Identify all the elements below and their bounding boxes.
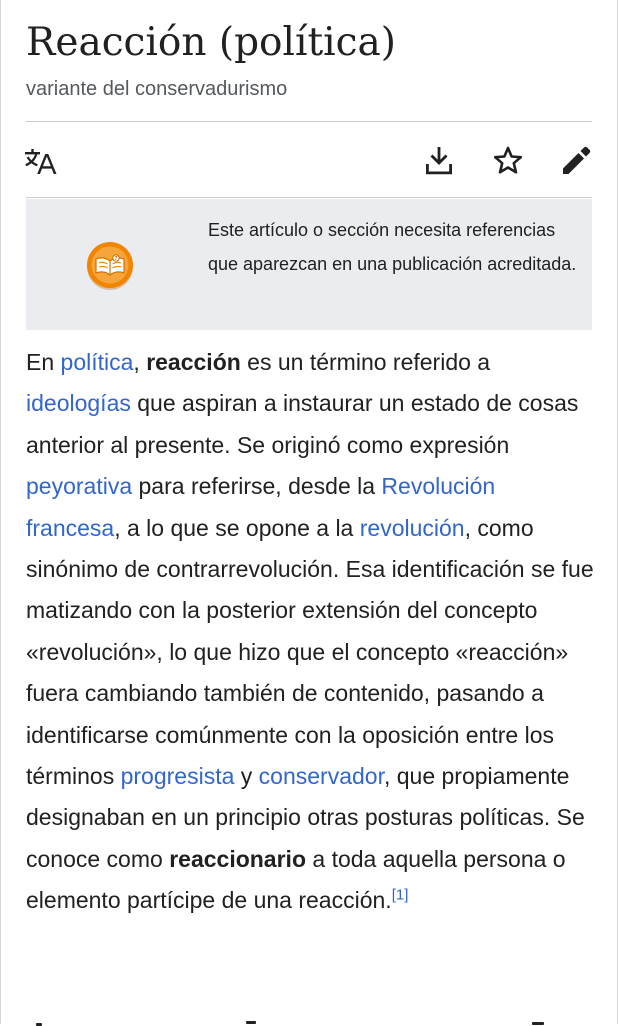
paragraph-text: es un término referido a bbox=[240, 349, 491, 375]
reference-link-1[interactable]: [1] bbox=[391, 886, 409, 904]
book-icon bbox=[84, 239, 136, 291]
references-notice bbox=[26, 199, 592, 330]
bold-reaccion: reacción bbox=[146, 349, 241, 375]
link-conservador[interactable]: conservador bbox=[258, 763, 384, 790]
paragraph-text: , que propiamente designaban en un principio otras posturas políticas. Se conoce como bbox=[26, 763, 585, 872]
article-paragraph bbox=[26, 342, 596, 922]
link-progresista[interactable]: progresista bbox=[120, 763, 235, 790]
page-subtitle: variante del conservadurismo bbox=[26, 78, 288, 100]
paragraph-text: En bbox=[26, 349, 61, 375]
link-revolucion[interactable]: revolución bbox=[359, 514, 465, 541]
star-icon[interactable] bbox=[490, 143, 526, 179]
page-edge-left bbox=[0, 0, 1, 1024]
link-revolucion-francesa[interactable]: Revolución francesa bbox=[26, 473, 496, 541]
svg-text:?: ? bbox=[114, 256, 118, 263]
download-icon[interactable] bbox=[421, 143, 457, 179]
title-divider bbox=[26, 121, 592, 122]
edit-icon[interactable] bbox=[558, 143, 594, 179]
link-politica[interactable]: política bbox=[60, 349, 134, 375]
page-title: Reacción (política) bbox=[26, 20, 396, 65]
paragraph-text: a toda aquella persona o elemento partícipe de una reacción. bbox=[26, 845, 566, 914]
paragraph-text: , como sinónimo de contrarrevolución. Esa identificación se fue matizando con la posterior extensión del concepto «revolución», lo que hizo que el concepto «reacción» fuera cambiando también de contenido, pasando a identificarse comúnmente con la oposición entre los términos bbox=[26, 514, 594, 790]
bold-reaccionario: reaccionario bbox=[169, 845, 306, 872]
link-ideologias[interactable]: ideologías bbox=[26, 390, 131, 417]
paragraph-text: que aspiran a instaurar un estado de cosas anterior al presente. Se originó como expresión bbox=[26, 390, 579, 458]
toolbar-divider bbox=[26, 197, 592, 198]
link-peyorativa[interactable]: peyorativa bbox=[26, 473, 133, 500]
paragraph-text: , a lo que se opone a la bbox=[114, 514, 360, 541]
paragraph-text: , bbox=[133, 349, 147, 375]
language-icon[interactable] bbox=[23, 143, 59, 179]
paragraph-text: y bbox=[234, 763, 259, 790]
paragraph-text: para referirse, desde la bbox=[132, 473, 382, 500]
notice-text: Este artículo o sección necesita referencias que aparezcan en una publicación acreditada. bbox=[208, 220, 577, 274]
